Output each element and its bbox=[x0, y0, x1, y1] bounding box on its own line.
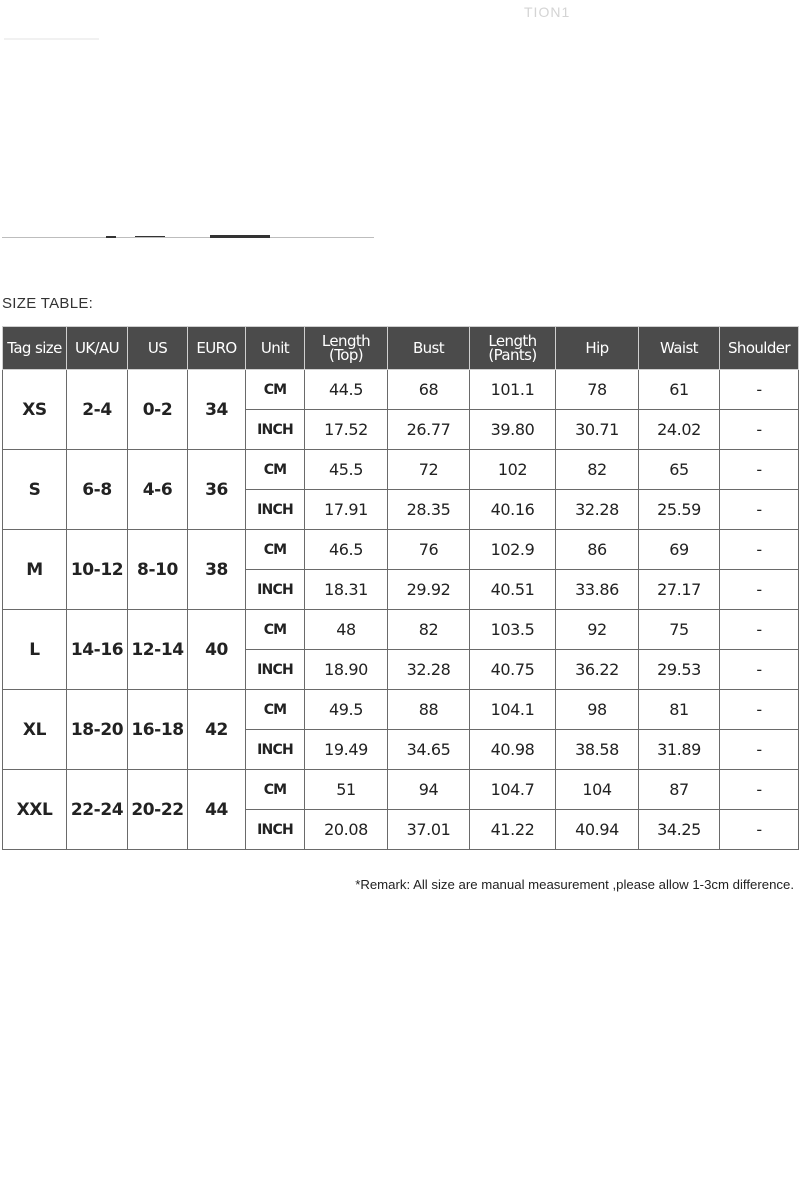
shoulder-cell: - bbox=[720, 570, 799, 610]
column-header-uk-au: UK/AU bbox=[67, 327, 128, 370]
hip-cell: 36.22 bbox=[556, 650, 639, 690]
hip-cell: 98 bbox=[556, 690, 639, 730]
shoulder-cell: - bbox=[720, 490, 799, 530]
bust-cell: 76 bbox=[388, 530, 470, 570]
column-header-tag-size: Tag size bbox=[3, 327, 67, 370]
length-pants-cell: 104.1 bbox=[470, 690, 556, 730]
table-row bbox=[3, 450, 799, 490]
unit-cell: INCH bbox=[246, 650, 305, 690]
remark-note: *Remark: All size are manual measurement ,please allow 1-3cm difference. bbox=[355, 877, 794, 892]
bust-cell: 28.35 bbox=[388, 490, 470, 530]
waist-cell: 31.89 bbox=[639, 730, 720, 770]
divider-line bbox=[2, 237, 374, 238]
length-top-cell: 19.49 bbox=[305, 730, 388, 770]
shoulder-cell: - bbox=[720, 770, 799, 810]
bust-cell: 29.92 bbox=[388, 570, 470, 610]
waist-cell: 61 bbox=[639, 370, 720, 410]
waist-cell: 81 bbox=[639, 690, 720, 730]
us-cell: 4-6 bbox=[128, 450, 188, 530]
waist-cell: 69 bbox=[639, 530, 720, 570]
unit-cell: INCH bbox=[246, 730, 305, 770]
size-table bbox=[2, 326, 799, 850]
length-pants-cell: 102.9 bbox=[470, 530, 556, 570]
euro-cell: 38 bbox=[188, 530, 246, 610]
euro-cell: 42 bbox=[188, 690, 246, 770]
hip-cell: 40.94 bbox=[556, 810, 639, 850]
length-top-cell: 48 bbox=[305, 610, 388, 650]
length-pants-cell: 103.5 bbox=[470, 610, 556, 650]
size-cell: XXL bbox=[3, 770, 67, 850]
bust-cell: 37.01 bbox=[388, 810, 470, 850]
length-top-cell: 18.90 bbox=[305, 650, 388, 690]
faded-line bbox=[4, 38, 99, 40]
unit-cell: CM bbox=[246, 370, 305, 410]
length-pants-cell: 101.1 bbox=[470, 370, 556, 410]
shoulder-cell: - bbox=[720, 530, 799, 570]
uk-au-cell: 10-12 bbox=[67, 530, 128, 610]
length-pants-cell: 41.22 bbox=[470, 810, 556, 850]
uk-au-cell: 14-16 bbox=[67, 610, 128, 690]
waist-cell: 24.02 bbox=[639, 410, 720, 450]
us-cell: 20-22 bbox=[128, 770, 188, 850]
us-cell: 0-2 bbox=[128, 370, 188, 450]
bust-cell: 26.77 bbox=[388, 410, 470, 450]
waist-cell: 27.17 bbox=[639, 570, 720, 610]
hip-cell: 38.58 bbox=[556, 730, 639, 770]
euro-cell: 36 bbox=[188, 450, 246, 530]
faded-header-text: TION1 bbox=[524, 4, 571, 20]
hip-cell: 92 bbox=[556, 610, 639, 650]
waist-cell: 34.25 bbox=[639, 810, 720, 850]
uk-au-cell: 22-24 bbox=[67, 770, 128, 850]
unit-cell: CM bbox=[246, 450, 305, 490]
length-top-cell: 51 bbox=[305, 770, 388, 810]
length-pants-cell: 40.16 bbox=[470, 490, 556, 530]
hip-cell: 30.71 bbox=[556, 410, 639, 450]
shoulder-cell: - bbox=[720, 370, 799, 410]
table-row bbox=[3, 690, 799, 730]
size-cell: XS bbox=[3, 370, 67, 450]
euro-cell: 34 bbox=[188, 370, 246, 450]
unit-cell: CM bbox=[246, 530, 305, 570]
size-cell: L bbox=[3, 610, 67, 690]
us-cell: 16-18 bbox=[128, 690, 188, 770]
column-header-euro: EURO bbox=[188, 327, 246, 370]
divider-mark bbox=[106, 236, 116, 238]
waist-cell: 87 bbox=[639, 770, 720, 810]
bust-cell: 82 bbox=[388, 610, 470, 650]
bust-cell: 34.65 bbox=[388, 730, 470, 770]
shoulder-cell: - bbox=[720, 410, 799, 450]
size-cell: S bbox=[3, 450, 67, 530]
hip-cell: 82 bbox=[556, 450, 639, 490]
waist-cell: 65 bbox=[639, 450, 720, 490]
column-header-shoulder: Shoulder bbox=[720, 327, 799, 370]
bust-cell: 94 bbox=[388, 770, 470, 810]
unit-cell: INCH bbox=[246, 810, 305, 850]
length-top-cell: 17.91 bbox=[305, 490, 388, 530]
table-row bbox=[3, 370, 799, 410]
bust-cell: 88 bbox=[388, 690, 470, 730]
unit-cell: INCH bbox=[246, 410, 305, 450]
table-row bbox=[3, 770, 799, 810]
length-pants-cell: 102 bbox=[470, 450, 556, 490]
table-header-row bbox=[3, 327, 799, 370]
euro-cell: 40 bbox=[188, 610, 246, 690]
divider-mark bbox=[210, 235, 270, 238]
column-header-length-top: Length (Top) bbox=[305, 327, 388, 370]
bust-cell: 72 bbox=[388, 450, 470, 490]
column-header-waist: Waist bbox=[639, 327, 720, 370]
unit-cell: CM bbox=[246, 770, 305, 810]
us-cell: 12-14 bbox=[128, 610, 188, 690]
hip-cell: 78 bbox=[556, 370, 639, 410]
uk-au-cell: 6-8 bbox=[67, 450, 128, 530]
length-pants-cell: 40.75 bbox=[470, 650, 556, 690]
size-cell: XL bbox=[3, 690, 67, 770]
section-title: SIZE TABLE: bbox=[2, 295, 94, 312]
unit-cell: CM bbox=[246, 690, 305, 730]
shoulder-cell: - bbox=[720, 730, 799, 770]
shoulder-cell: - bbox=[720, 690, 799, 730]
euro-cell: 44 bbox=[188, 770, 246, 850]
hip-cell: 104 bbox=[556, 770, 639, 810]
column-header-us: US bbox=[128, 327, 188, 370]
length-pants-cell: 40.51 bbox=[470, 570, 556, 610]
bust-cell: 68 bbox=[388, 370, 470, 410]
table-body bbox=[3, 370, 799, 850]
unit-cell: CM bbox=[246, 610, 305, 650]
column-header-hip: Hip bbox=[556, 327, 639, 370]
length-top-cell: 20.08 bbox=[305, 810, 388, 850]
length-top-cell: 49.5 bbox=[305, 690, 388, 730]
length-top-cell: 17.52 bbox=[305, 410, 388, 450]
size-cell: M bbox=[3, 530, 67, 610]
us-cell: 8-10 bbox=[128, 530, 188, 610]
waist-cell: 75 bbox=[639, 610, 720, 650]
length-pants-cell: 40.98 bbox=[470, 730, 556, 770]
waist-cell: 29.53 bbox=[639, 650, 720, 690]
hip-cell: 86 bbox=[556, 530, 639, 570]
length-top-cell: 45.5 bbox=[305, 450, 388, 490]
length-pants-cell: 104.7 bbox=[470, 770, 556, 810]
column-header-bust: Bust bbox=[388, 327, 470, 370]
table-row bbox=[3, 530, 799, 570]
hip-cell: 33.86 bbox=[556, 570, 639, 610]
uk-au-cell: 2-4 bbox=[67, 370, 128, 450]
length-top-cell: 18.31 bbox=[305, 570, 388, 610]
length-top-cell: 44.5 bbox=[305, 370, 388, 410]
shoulder-cell: - bbox=[720, 810, 799, 850]
column-header-unit: Unit bbox=[246, 327, 305, 370]
shoulder-cell: - bbox=[720, 650, 799, 690]
divider-mark bbox=[135, 236, 165, 237]
length-top-cell: 46.5 bbox=[305, 530, 388, 570]
column-header-length-pants: Length (Pants) bbox=[470, 327, 556, 370]
unit-cell: INCH bbox=[246, 490, 305, 530]
shoulder-cell: - bbox=[720, 610, 799, 650]
length-pants-cell: 39.80 bbox=[470, 410, 556, 450]
uk-au-cell: 18-20 bbox=[67, 690, 128, 770]
unit-cell: INCH bbox=[246, 570, 305, 610]
table-row bbox=[3, 610, 799, 650]
shoulder-cell: - bbox=[720, 450, 799, 490]
hip-cell: 32.28 bbox=[556, 490, 639, 530]
waist-cell: 25.59 bbox=[639, 490, 720, 530]
bust-cell: 32.28 bbox=[388, 650, 470, 690]
